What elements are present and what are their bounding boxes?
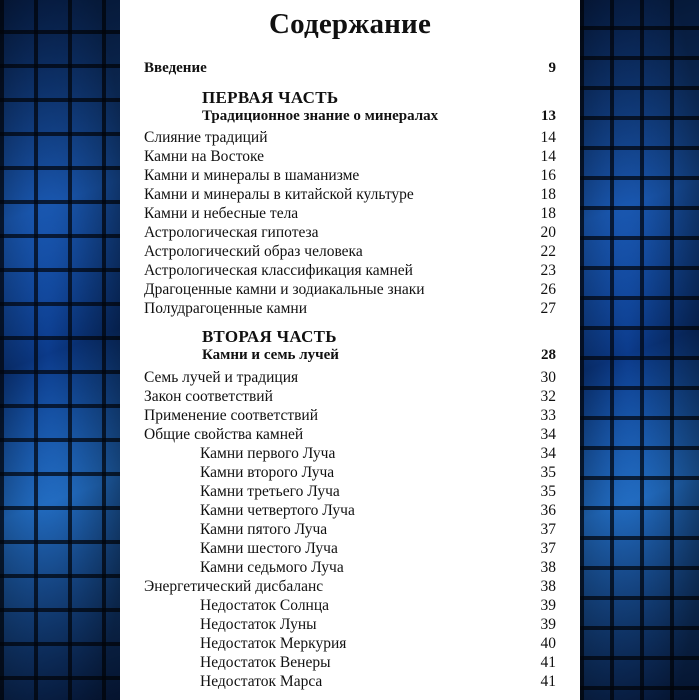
toc-subentry[interactable] [144, 539, 556, 559]
toc-entry-page: 39 [540, 616, 556, 633]
part2-subtitle: Камни и семь лучей [202, 347, 339, 363]
toc-entry-page: 22 [540, 243, 556, 260]
toc-entry-page: 40 [540, 635, 556, 652]
toc-entry[interactable] [144, 223, 556, 243]
toc-subentry[interactable] [144, 482, 556, 502]
toc-entry-title: Драгоценные камни и зодиакальные знаки [144, 281, 425, 298]
page-title: Содержание [268, 8, 432, 40]
toc-entry-page: 18 [540, 186, 556, 203]
toc-entry[interactable] [144, 280, 556, 300]
part1-page: 13 [541, 108, 556, 124]
toc-entry-page: 35 [540, 464, 556, 481]
toc-entry-title: Камни седьмого Луча [200, 559, 344, 576]
toc-entry-title: Астрологический образ человека [144, 243, 363, 260]
toc-entry-page: 32 [540, 388, 556, 405]
toc-entry-title: Камни на Востоке [144, 148, 265, 165]
toc-entry-title: Недостаток Луны [200, 616, 317, 633]
part1-subtitle: Традиционное знание о минералах [202, 108, 439, 124]
part1-heading: ПЕРВАЯ ЧАСТЬ [202, 88, 339, 107]
toc-entry-page: 9 [548, 60, 556, 76]
background-right [580, 0, 699, 700]
toc-entry-title: Камни шестого Луча [200, 540, 338, 557]
toc-entry[interactable] [144, 242, 556, 262]
toc-entry[interactable] [144, 425, 556, 445]
toc-entry[interactable] [144, 299, 556, 319]
toc-entry-page: 14 [540, 129, 556, 146]
contents-page [120, 0, 580, 700]
toc-entry-title: Камни и небесные тела [144, 205, 299, 222]
toc-subentry[interactable] [144, 596, 556, 616]
toc-entry-title: Семь лучей и традиция [144, 369, 299, 386]
toc-entry-title: Камни третьего Луча [200, 483, 340, 500]
toc-entry-title: Камни второго Луча [200, 464, 335, 481]
toc-entry-title: Общие свойства камней [144, 426, 304, 443]
toc-entry-page: 30 [540, 369, 556, 386]
toc-entry-page: 14 [540, 148, 556, 165]
toc-entry-page: 33 [540, 407, 556, 424]
toc-entry-page: 41 [540, 654, 556, 671]
toc-entry-page: 37 [540, 540, 556, 557]
toc-subentry[interactable] [144, 615, 556, 635]
part2-heading: ВТОРАЯ ЧАСТЬ [202, 327, 337, 346]
toc-entry-page: 35 [540, 483, 556, 500]
toc-entry-page: 20 [540, 224, 556, 241]
toc-entry-title: Камни первого Луча [200, 445, 336, 462]
toc-entry-page: 16 [540, 167, 556, 184]
part2-subtitle-row[interactable] [144, 345, 556, 365]
toc-entry[interactable] [144, 166, 556, 186]
toc-entry-title: Слияние традиций [144, 129, 268, 146]
toc-entry-page: 36 [540, 502, 556, 519]
toc-entry[interactable] [144, 185, 556, 205]
toc-subentry[interactable] [144, 444, 556, 464]
part1-subtitle-row[interactable] [144, 106, 556, 126]
toc-entry-page: 27 [540, 300, 556, 317]
toc-subentry[interactable] [144, 520, 556, 540]
toc-entry-intro[interactable] [144, 58, 556, 78]
toc-entry-title: Камни и минералы в шаманизме [144, 167, 360, 184]
toc-entry[interactable] [144, 406, 556, 426]
background-left [0, 0, 120, 700]
toc-subentry[interactable] [144, 463, 556, 483]
toc-entry[interactable] [144, 577, 556, 597]
toc-entry[interactable] [144, 128, 556, 148]
toc-entry[interactable] [144, 387, 556, 407]
part2-page: 28 [541, 347, 556, 363]
toc-entry[interactable] [144, 261, 556, 281]
toc-entry-title: Астрологическая гипотеза [144, 224, 319, 241]
toc-entry[interactable] [144, 368, 556, 388]
toc-entry-title: Закон соответствий [144, 388, 273, 405]
toc-subentry[interactable] [144, 501, 556, 521]
toc-subentry[interactable] [144, 634, 556, 654]
toc-subentry[interactable] [144, 653, 556, 673]
toc-entry-page: 37 [540, 521, 556, 538]
toc-entry-page: 18 [540, 205, 556, 222]
toc-entry-title: Недостаток Венеры [200, 654, 331, 671]
toc-entry-page: 34 [540, 445, 556, 462]
toc-entry-title: Применение соответствий [144, 407, 319, 424]
toc-entry-title: Энергетический дисбаланс [144, 578, 324, 595]
toc-entry-title: Астрологическая классификация камней [144, 262, 413, 279]
toc-entry-page: 26 [540, 281, 556, 298]
toc-entry-title: Камни и минералы в китайской культуре [144, 186, 414, 203]
toc-entry-page: 34 [540, 426, 556, 443]
toc-entry-title: Камни пятого Луча [200, 521, 328, 538]
toc-entry-page: 39 [540, 597, 556, 614]
toc-entry-page: 23 [540, 262, 556, 279]
toc-entry-page: 38 [540, 559, 556, 576]
toc-entry-title: Недостаток Марса [200, 673, 323, 690]
toc-subentry[interactable] [144, 558, 556, 578]
toc-entry-page: 38 [540, 578, 556, 595]
toc-entry-page: 41 [540, 673, 556, 690]
toc-subentry[interactable] [144, 672, 556, 692]
toc-entry[interactable] [144, 147, 556, 167]
toc-entry-title: Введение [144, 60, 207, 76]
toc-entry-title: Камни четвертого Луча [200, 502, 355, 519]
toc-entry-title: Недостаток Солнца [200, 597, 330, 614]
toc-entry-title: Недостаток Меркурия [200, 635, 347, 652]
toc-entry[interactable] [144, 204, 556, 224]
toc-entry-title: Полудрагоценные камни [144, 300, 307, 317]
